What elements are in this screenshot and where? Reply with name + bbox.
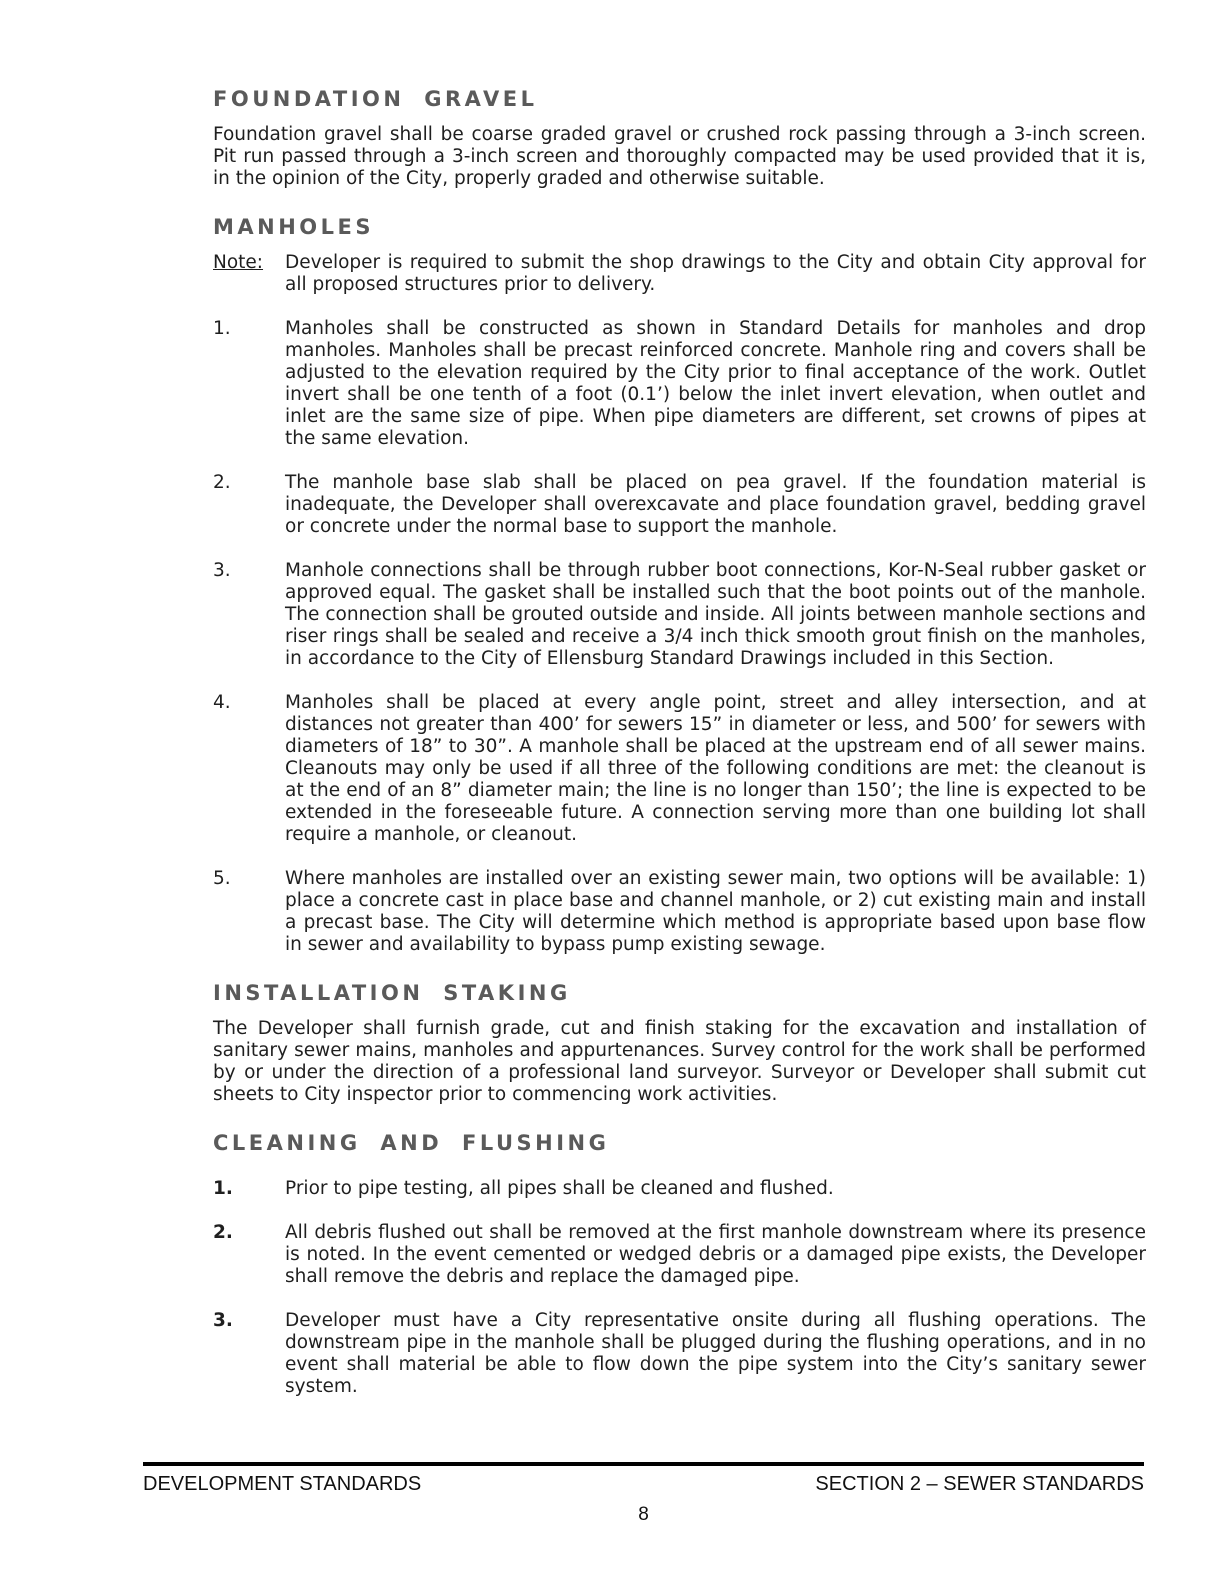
- list-item: [213, 560, 1146, 670]
- list-item-number: 1.: [213, 318, 231, 339]
- installation-staking-paragraph: The Developer shall furnish grade, cut and finish staking for the excavation and installation of sanitary sewer mains, manholes and appurtenances. Survey control for the work shall be performed by or under the direction of a professional land surveyor. Surveyor or Developer shall submit cut sheets to City inspector prior to commencing work activities.: [213, 1018, 1146, 1105]
- page-footer: [143, 1462, 1144, 1526]
- list-item-number: 5.: [213, 868, 231, 889]
- section-manholes: [213, 214, 1146, 956]
- list-item-number: 2.: [213, 1222, 233, 1243]
- manholes-note: [213, 252, 1146, 296]
- list-item-number: 2.: [213, 472, 231, 493]
- page-number: 8: [638, 1504, 649, 1525]
- list-item-number: 3.: [213, 560, 231, 581]
- footer-row: [143, 1473, 1144, 1496]
- note-text: Developer is required to submit the shop drawings to the City and obtain City approval for all proposed structures prior to delivery.: [285, 252, 1146, 295]
- section-heading-cleaning-and-flushing: CLEANING AND FLUSHING: [213, 1131, 610, 1155]
- list-item: [213, 1178, 1146, 1200]
- note-label: Note:: [213, 252, 264, 273]
- list-item-text: Developer must have a City representative onsite during all flushing operations. The downstream pipe in the manhole shall be plugged during the flushing operations, and in no event shall material be able to flow down the pipe system into the City’s sanitary sewer system.: [285, 1310, 1146, 1397]
- section-foundation-gravel: [213, 86, 1146, 190]
- page-content: [213, 86, 1146, 1398]
- list-item-text: Where manholes are installed over an existing sewer main, two options will be available: 1) place a concrete cast in place base and channel manhole, or 2) cut existing main and install a precast base. The City will determine which method is appropriate based upon base flow in sewer and availability to bypass pump existing sewage.: [285, 868, 1146, 955]
- list-item: [213, 1222, 1146, 1288]
- section-cleaning-and-flushing: [213, 1130, 1146, 1398]
- list-item: [213, 868, 1146, 956]
- foundation-gravel-paragraph: Foundation gravel shall be coarse graded gravel or crushed rock passing through a 3-inch screen. Pit run passed through a 3-inch screen and thoroughly compacted may be used provided that it is, in the opinion of the City, properly graded and otherwise suitable.: [213, 124, 1146, 189]
- list-item: [213, 692, 1146, 846]
- section-heading-foundation-gravel: FOUNDATION GRAVEL: [213, 87, 538, 111]
- list-item: [213, 472, 1146, 538]
- list-item-number: 3.: [213, 1310, 233, 1331]
- list-item-text: All debris flushed out shall be removed at the first manhole downstream where its presence is noted. In the event cemented or wedged debris or a damaged pipe exists, the Developer shall remove the debris and replace the damaged pipe.: [285, 1222, 1146, 1287]
- list-item-text: Prior to pipe testing, all pipes shall be cleaned and flushed.: [285, 1178, 834, 1199]
- list-item-text: Manholes shall be placed at every angle point, street and alley intersection, and at distances not greater than 400’ for sewers 15” in diameter or less, and 500’ for sewers with diameters of 18” to 30”. A manhole shall be placed at the upstream end of all sewer mains. Cleanouts may only be used if all three of the following conditions are met: the cleanout is at the end of an 8” diameter main; the line is no longer than 150’; the line is expected to be extended in the foreseeable future. A connection serving more than one building lot shall require a manhole, or cleanout.: [285, 692, 1146, 845]
- list-item-text: Manholes shall be constructed as shown in Standard Details for manholes and drop manholes. Manholes shall be precast reinforced concrete. Manhole ring and covers shall be adjusted to the elevation required by the City prior to final acceptance of the work. Outlet invert shall be one tenth of a foot (0.1’) below the inlet invert elevation, when outlet and inlet are the same size of pipe. When pipe diameters are different, set crowns of pipes at the same elevation.: [285, 318, 1146, 449]
- list-item: [213, 318, 1146, 450]
- section-installation-staking: [213, 980, 1146, 1106]
- list-item-number: 1.: [213, 1178, 233, 1199]
- list-item-text: The manhole base slab shall be placed on pea gravel. If the foundation material is inadequate, the Developer shall overexcavate and place foundation gravel, bedding gravel or concrete under the normal base to support the manhole.: [285, 472, 1146, 537]
- list-item-text: Manhole connections shall be through rubber boot connections, Kor-N-Seal rubber gasket or approved equal. The gasket shall be installed such that the boot points out of the manhole. The connection shall be grouted outside and inside. All joints between manhole sections and riser rings shall be sealed and receive a 3/4 inch thick smooth grout finish on the manholes, in accordance to the City of Ellensburg Standard Drawings included in this Section.: [285, 560, 1146, 669]
- list-item-number: 4.: [213, 692, 231, 713]
- list-item: [213, 1310, 1146, 1398]
- section-heading-installation-staking: INSTALLATION STAKING: [213, 981, 571, 1005]
- footer-document-title: DEVELOPMENT STANDARDS: [143, 1473, 422, 1495]
- section-heading-manholes: MANHOLES: [213, 215, 375, 239]
- footer-section-title: SECTION 2 – SEWER STANDARDS: [815, 1473, 1144, 1495]
